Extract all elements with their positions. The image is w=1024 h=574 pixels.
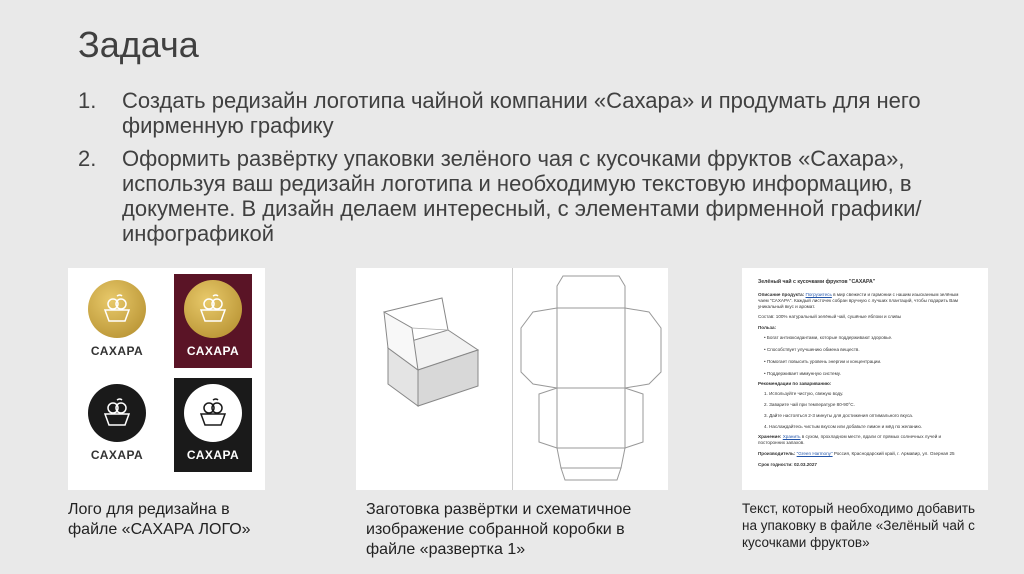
doc-benefit-text: Способствует улучшению обмена веществ. bbox=[766, 347, 860, 352]
doc-brew-label: Рекомендации по завариванию: bbox=[758, 381, 832, 386]
task-number: 2. bbox=[78, 146, 97, 171]
doc-maker-line bbox=[758, 451, 955, 456]
doc-brew-item: 3. Дайте настояться 2-3 минуты для достижения оптимального вкуса. bbox=[764, 413, 914, 418]
doc-brew-item: 1. Используйте чистую, свежую воду. bbox=[764, 391, 844, 396]
doc-composition: Состав: 100% натуральный зелёный чай, сушёные яблоки и сливы bbox=[758, 314, 902, 319]
doc-brew-item: 2. Заварите чай при температуре 80-90°C. bbox=[764, 402, 855, 407]
task-text: Создать редизайн логотипа чайной компании «Сахара» и продумать для него фирменную графику bbox=[122, 88, 921, 138]
doc-description-line bbox=[758, 292, 958, 297]
dieline-diagram bbox=[513, 268, 669, 490]
task-item-1 bbox=[78, 88, 978, 138]
doc-benefit-text: Богат антиоксидантами, которые поддерживают здоровье. bbox=[766, 335, 893, 340]
logo-emblem bbox=[88, 280, 146, 338]
task-number: 1. bbox=[78, 88, 97, 113]
doc-description-line: чаем "САХАРА". Каждый листочек собран вручную с лучших плантаций, чтобы подарить Вам bbox=[758, 298, 959, 303]
doc-brew-text: Используйте чистую, свежую воду. bbox=[769, 391, 844, 396]
doc-text: в сухом, прохладном месте, вдали от прямых солнечных лучей и bbox=[801, 434, 942, 439]
doc-label: Производитель: bbox=[758, 451, 796, 456]
doc-storage-line bbox=[758, 434, 941, 439]
logo-wordmark: САХАРА bbox=[186, 448, 240, 462]
doc-storage-line: посторонних запахов. bbox=[758, 440, 805, 445]
doc-benefit-item: • Поддерживает иммунную систему. bbox=[764, 371, 841, 376]
logo-variant-gold-maroon bbox=[174, 274, 252, 368]
logo-variant-black-white bbox=[78, 378, 156, 472]
doc-brew-text: Дайте настояться 2-3 минуты для достижения оптимального вкуса. bbox=[769, 413, 914, 418]
fruit-basket-icon bbox=[100, 292, 134, 326]
logo-wordmark: САХАРА bbox=[90, 448, 144, 462]
logo-wordmark: САХАРА bbox=[186, 344, 240, 358]
doc-brew-text: Заварите чай при температуре 80-90°C. bbox=[769, 402, 855, 407]
doc-brew-item: 4. Наслаждайтесь чистым вкусом или добавьте лимон и мёд по желанию. bbox=[764, 424, 923, 429]
task-list bbox=[78, 88, 978, 254]
logo-variant-white-black bbox=[174, 378, 252, 472]
fruit-basket-icon bbox=[196, 396, 230, 430]
box-illustration bbox=[356, 268, 512, 490]
fruit-basket-icon bbox=[100, 396, 134, 430]
doc-benefit-item: • Богат антиоксидантами, которые поддерживают здоровье. bbox=[764, 335, 893, 340]
doc-link: Хранить bbox=[782, 434, 801, 439]
fruit-basket-icon bbox=[196, 292, 230, 326]
logo-wordmark: САХАРА bbox=[90, 344, 144, 358]
doc-benefit-item: • Помогает повысить уровень энергии и концентрации. bbox=[764, 359, 882, 364]
doc-text: Россия, Краснодарский край, г. Армавир, ул. Озерная 25 bbox=[833, 451, 955, 456]
caption-logo: Лого для редизайна в файле «САХАРА ЛОГО» bbox=[68, 501, 251, 538]
logo-variant-gold-white bbox=[78, 274, 156, 368]
doc-link: Погрузитесь bbox=[805, 292, 832, 297]
logo-emblem bbox=[184, 280, 242, 338]
doc-expiry: Срок годности: 02.03.2027 bbox=[758, 462, 817, 467]
task-item-2 bbox=[78, 146, 978, 246]
doc-label: Описание продукта: bbox=[758, 292, 805, 297]
doc-link: "Green Harmony" bbox=[796, 451, 833, 456]
logo-panel bbox=[68, 268, 265, 490]
box-template-panel bbox=[356, 268, 668, 490]
doc-benefit-item: • Способствует улучшению обмена веществ. bbox=[764, 347, 860, 352]
caption-box: Заготовка развёртки и схематичное изображение собранной коробки в файле «развертка 1» bbox=[366, 501, 632, 558]
doc-benefit-text: Помогает повысить уровень энергии и концентрации. bbox=[766, 359, 882, 364]
doc-brew-text: Наслаждайтесь чистым вкусом или добавьте лимон и мёд по желанию. bbox=[769, 424, 923, 429]
document-panel bbox=[742, 268, 988, 490]
doc-description-line: уникальный вкус и аромат. bbox=[758, 304, 816, 309]
doc-heading: Зелёный чай с кусочками фруктов "САХАРА" bbox=[758, 279, 876, 285]
doc-benefit-text: Поддерживает иммунную систему. bbox=[766, 371, 841, 376]
slide-title: Задача bbox=[78, 24, 199, 65]
doc-text: в мир свежести и гармонии с нашим изысканным зелёным bbox=[833, 292, 959, 297]
doc-label: Хранение: bbox=[758, 434, 782, 439]
doc-benefits-label: Польза: bbox=[758, 325, 777, 330]
caption-text: Текст, который необходимо добавить на упаковку в файле «Зелёный чай с кусочками фруктов» bbox=[742, 501, 976, 550]
logo-emblem bbox=[184, 384, 242, 442]
task-text: Оформить развёртку упаковки зелёного чая с кусочками фруктов «Сахара», используя ваш редизайн логотипа и необходимую текстовую информацию, в документе. В дизайн делаем интересный, с элементами фирменной графики/инфографикой bbox=[122, 146, 922, 246]
logo-emblem bbox=[88, 384, 146, 442]
